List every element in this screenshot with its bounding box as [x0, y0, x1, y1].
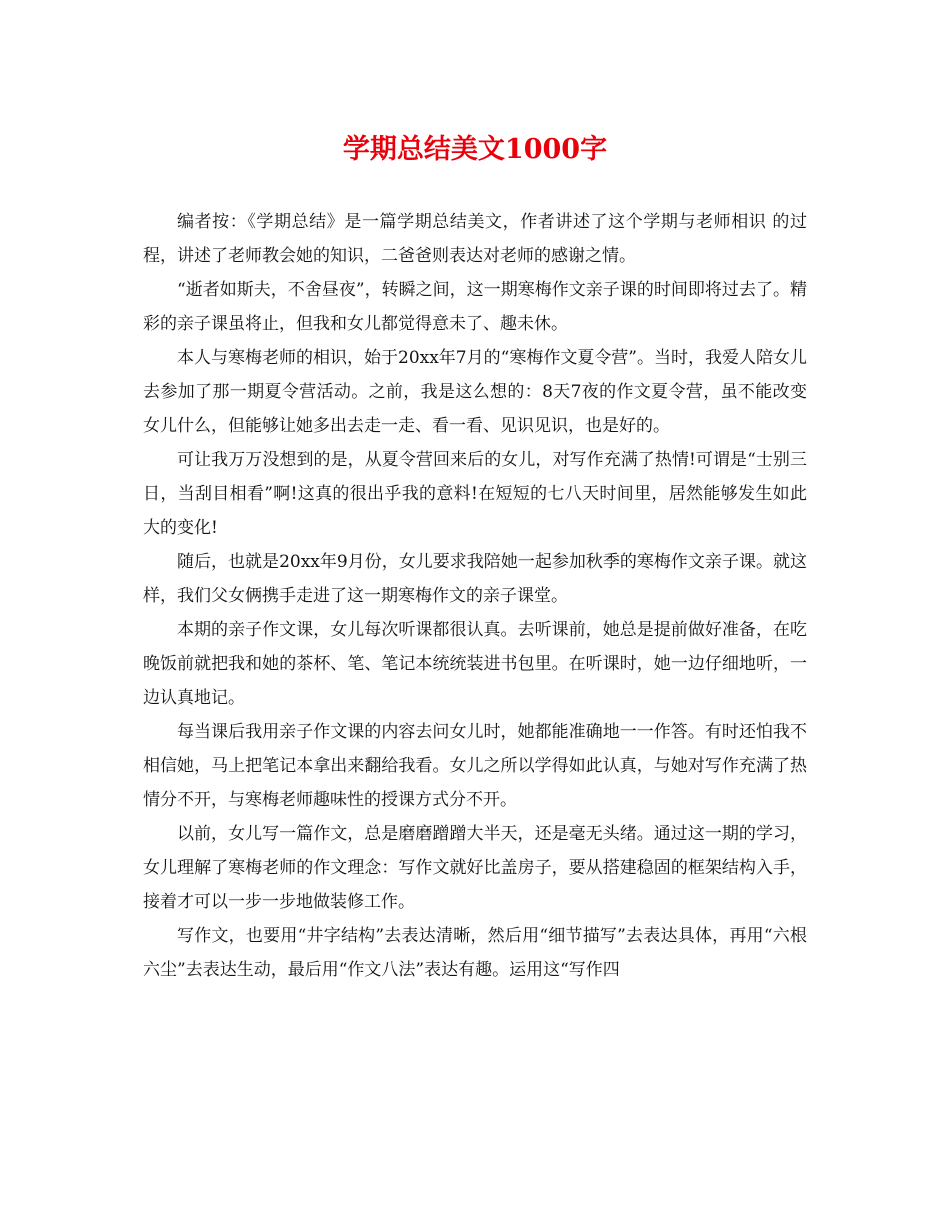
paragraph-editor-note: 编者按：《学期总结》是一篇学期总结美文，作者讲述了这个学期与老师相识 的过程，讲述了老师教会她的知识，二爸爸则表达对老师的感谢之情。 [143, 212, 807, 266]
document-title: 学期总结美文1000字 [342, 134, 608, 165]
document-body [143, 205, 807, 987]
paragraph: 本期的亲子作文课，女儿每次听课都很认真。去听课前，她总是提前做好准备，在吃晚饭前就把我和她的茶杯、笔、笔记本统统装进书包里。在听课时，她一边仔细地听，一边认真地记。 [143, 620, 807, 708]
paragraph: 以前，女儿写一篇作文，总是磨磨蹭蹭大半天，还是毫无头绪。通过这一期的学习，女儿理解了寒梅老师的作文理念：写作文就好比盖房子，要从搭建稳固的框架结构入手，接着才可以一步一步地做装修工作。 [143, 824, 807, 912]
paragraph: 写作文，也要用“井字结构”去表达清晰，然后用“细节描写”去表达具体，再用“六根六尘”去表达生动，最后用“作文八法”表达有趣。运用这“写作四 [143, 926, 807, 980]
paragraph: “逝者如斯夫，不舍昼夜”，转瞬之间，这一期寒梅作文亲子课的时间即将过去了。精彩的亲子课虽将止，但我和女儿都觉得意未了、趣未休。 [143, 280, 807, 334]
paragraph: 每当课后我用亲子作文课的内容去问女儿时，她都能准确地一一作答。有时还怕我不相信她，马上把笔记本拿出来翻给我看。女儿之所以学得如此认真，与她对写作充满了热情分不开，与寒梅老师趣味性的授课方式分不开。 [143, 722, 807, 810]
paragraph: 本人与寒梅老师的相识，始于20xx年7月的“寒梅作文夏令营”。当时，我爱人陪女儿去参加了那一期夏令营活动。之前，我是这么想的：8天7夜的作文夏令营，虽不能改变女儿什么，但能够让她多出去走一走、看一看、见识见识，也是好的。 [143, 348, 808, 436]
paragraph: 可让我万万没想到的是，从夏令营回来后的女儿，对写作充满了热情!可谓是“士别三日，当刮目相看”啊!这真的很出乎我的意料!在短短的七八天时间里，居然能够发生如此大的变化! [143, 450, 807, 538]
paragraph: 随后，也就是20xx年9月份，女儿要求我陪她一起参加秋季的寒梅作文亲子课。就这样，我们父女俩携手走进了这一期寒梅作文的亲子课堂。 [143, 552, 807, 606]
